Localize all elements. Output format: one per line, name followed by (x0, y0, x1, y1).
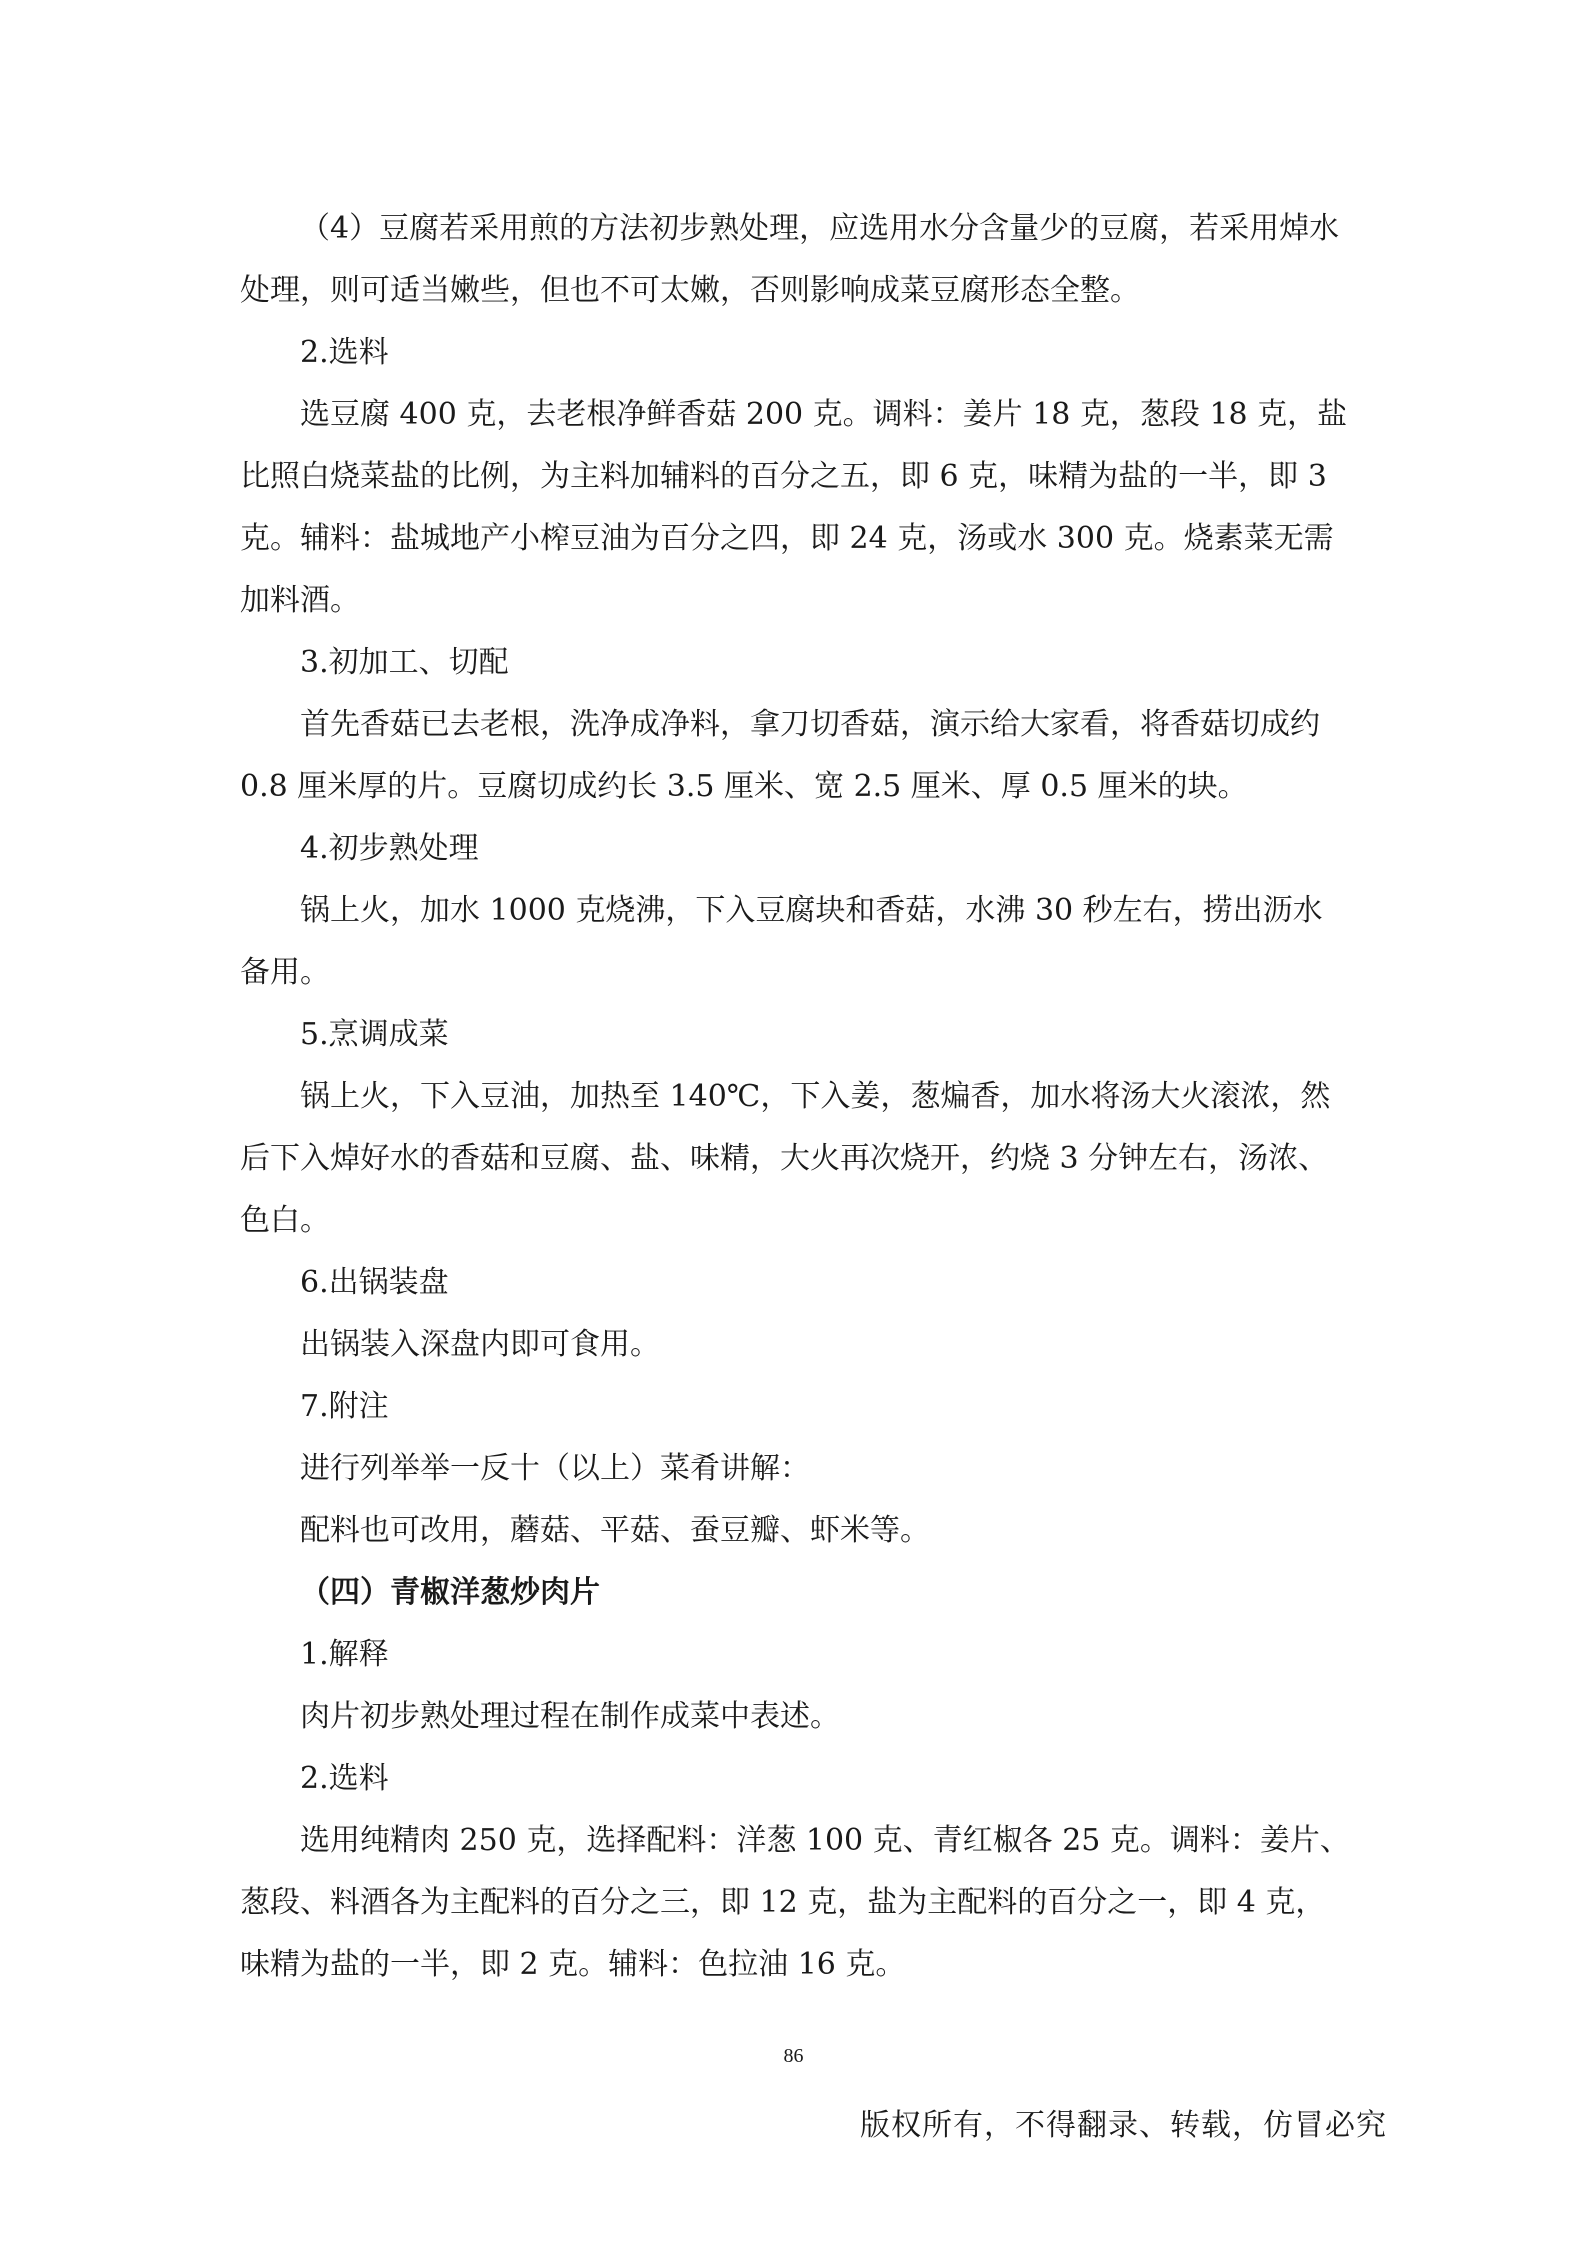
paragraph: 锅上火，下入豆油，加热至 140℃，下入姜，葱煸香，加水将汤大火滚浓，然后下入焯好水的香菇和豆腐、盐、味精，大火再次烧开，约烧 3 分钟左右，汤浓、色白。 (240, 1079, 1331, 1238)
body-text (240, 198, 1350, 1996)
paragraph: 锅上火，加水 1000 克烧沸，下入豆腐块和香菇，水沸 30 秒左右，捞出沥水备用。 (240, 893, 1323, 990)
paragraph: 进行列举举一反十（以上）菜肴讲解： (300, 1451, 810, 1486)
paragraph: 出锅装入深盘内即可食用。 (300, 1327, 660, 1362)
paragraph: （4）豆腐若采用煎的方法初步熟处理，应选用水分含量少的豆腐，若采用焯水处理，则可适当嫩些，但也不可太嫩，否则影响成菜豆腐形态全整。 (240, 211, 1340, 308)
paragraph: 选豆腐 400 克，去老根净鲜香菇 200 克。调料：姜片 18 克，葱段 18 克，盐比照白烧菜盐的比例，为主料加辅料的百分之五，即 6 克，味精为盐的一半，即 3 克。辅料：盐城地产小榨豆油为百分之四，即 24 克，汤或水 300 克。烧素菜无需加料酒。 (240, 397, 1348, 618)
subheading: 4.初步熟处理 (300, 831, 479, 866)
copyright-notice: 版权所有，不得翻录、转载，仿冒必究 (860, 2108, 1387, 2143)
subheading: 2.选料 (300, 1761, 389, 1796)
section-heading: （四）青椒洋葱炒肉片 (300, 1575, 600, 1610)
paragraph: 首先香菇已去老根，洗净成净料，拿刀切香菇，演示给大家看，将香菇切成约 0.8 厘米厚的片。豆腐切成约长 3.5 厘米、宽 2.5 厘米、厚 0.5 厘米的块。 (240, 707, 1320, 804)
paragraph: 肉片初步熟处理过程在制作成菜中表述。 (300, 1699, 840, 1734)
subheading: 3.初加工、切配 (300, 645, 509, 680)
paragraph: 选用纯精肉 250 克，选择配料：洋葱 100 克、青红椒各 25 克。调料：姜片、葱段、料酒各为主配料的百分之三，即 12 克，盐为主配料的百分之一，即 4 克，味精为盐的一半，即 2 克。辅料：色拉油 16 克。 (240, 1823, 1350, 1982)
paragraph: 配料也可改用，蘑菇、平菇、蚕豆瓣、虾米等。 (300, 1513, 930, 1548)
subheading: 1.解释 (300, 1637, 389, 1672)
page-number: 86 (783, 2045, 804, 2067)
subheading: 7.附注 (300, 1389, 389, 1424)
subheading: 6.出锅装盘 (300, 1265, 449, 1300)
subheading: 5.烹调成菜 (300, 1017, 449, 1052)
subheading: 2.选料 (300, 335, 389, 370)
